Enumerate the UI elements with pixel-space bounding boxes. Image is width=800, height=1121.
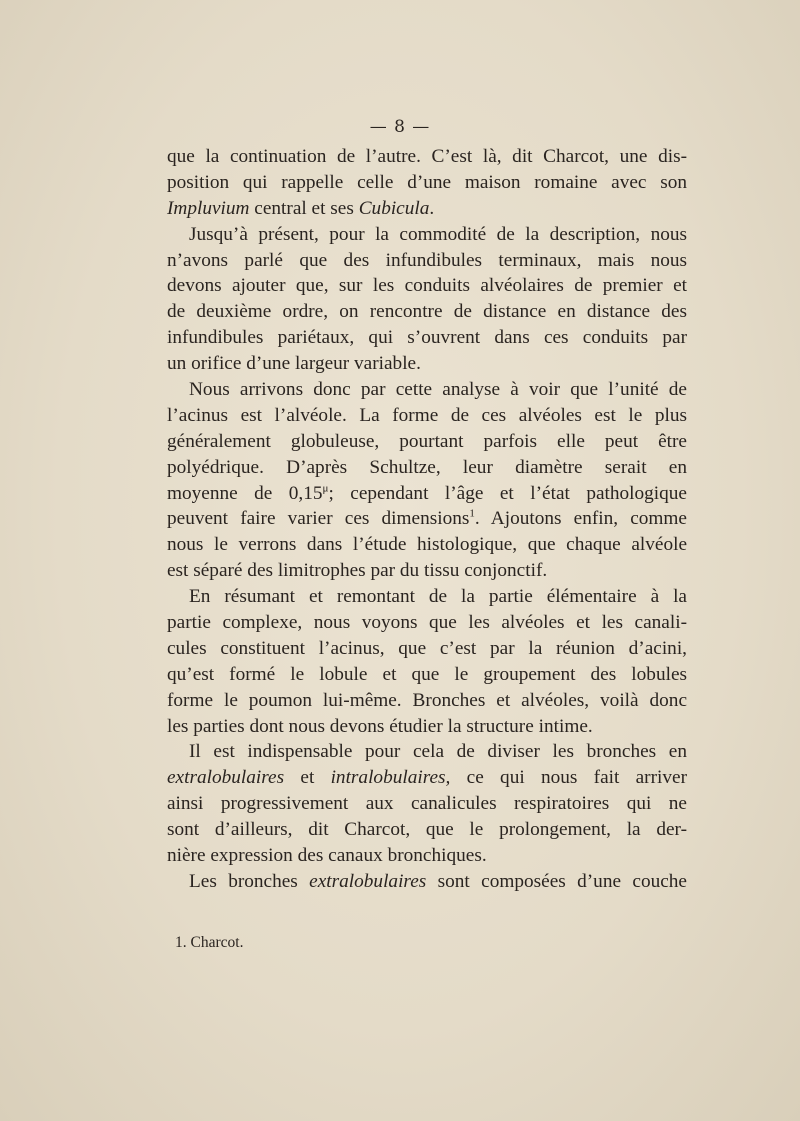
italic-term: extralobulaires (167, 767, 285, 789)
text-segment: ce qui nous fait arriver (450, 767, 687, 789)
text-line: les parties dont nous devons étudier la structure intime. (167, 715, 593, 737)
text-segment: moyenne de 0,15 (167, 482, 323, 504)
footnote: 1. Charcot. (175, 934, 244, 951)
text-line: n’avons parlé que des infundibules terminaux, mais nous (167, 249, 687, 271)
text-segment: central et ses (249, 197, 359, 219)
text-line: sont d’ailleurs, dit Charcot, que le prolongement, la der- (167, 819, 687, 841)
paragraph-start: Il est indispensable pour cela de diviser les bronches en (189, 741, 687, 763)
text-line: que la continuation de l’autre. C’est là, dit Charcot, une dis- (167, 146, 687, 167)
italic-term: intralobulaires, (330, 767, 451, 789)
text-line (167, 196, 687, 222)
text-line: partie complexe, nous voyons que les alvéoles et les canali- (167, 612, 687, 634)
text-line: un orifice d’une largeur variable. (167, 353, 421, 375)
italic-term: Cubicula (358, 197, 430, 219)
text-line: ainsi progressivement aux canalicules respiratoires qui ne (167, 793, 687, 815)
text-line: polyédrique. D’après Schultze, leur diamètre serait en (167, 456, 687, 478)
text-line: cules constituent l’acinus, que c’est par la réunion d’acini, (167, 637, 687, 659)
footnote-marker: 1 (469, 508, 475, 521)
text-line: position qui rappelle celle d’une maison romaine avec son (167, 171, 687, 193)
page-number: — 8 — (369, 117, 431, 137)
text-line (167, 506, 687, 532)
text-segment: sont composées d’une couche (426, 870, 687, 892)
text-line: généralement globuleuse, pourtant parfois elle peut être (167, 430, 687, 452)
text-segment: et (284, 767, 331, 789)
text-line: nous le verrons dans l’étude histologique, que chaque alvéole (167, 534, 687, 556)
text-segment: ; cependant l’âge et l’état pathologique (328, 482, 687, 504)
paragraph-start: Nous arrivons donc par cette analyse à voir que l’unité de (189, 379, 687, 401)
text-line (167, 765, 687, 791)
text-segment: . Ajoutons enfin, comme (474, 508, 687, 530)
text-line: infundibules pariétaux, qui s’ouvrent dans ces conduits par (167, 327, 687, 349)
text-line: devons ajouter que, sur les conduits alvéolaires de premier et (167, 275, 687, 297)
text-segment: peuvent faire varier ces dimensions (167, 508, 470, 530)
italic-term: Impluvium (167, 197, 250, 219)
text-line: forme le poumon lui-même. Bronches et alvéoles, voilà donc (167, 689, 687, 711)
text-segment: Les bronches (189, 870, 310, 892)
text-line: est séparé des limitrophes par du tissu conjonctif. (167, 560, 548, 582)
text-segment: . (429, 197, 435, 219)
text-line: de deuxième ordre, on rencontre de distance en distance des (167, 301, 687, 323)
unit-superscript: μ (322, 482, 329, 495)
paragraph-start: En résumant et remontant de la partie élémentaire à la (189, 586, 687, 608)
text-line (167, 481, 687, 507)
text-line: l’acinus est l’alvéole. La forme de ces alvéoles est le plus (167, 404, 687, 426)
paragraph-start: Jusqu’à présent, pour la commodité de la description, nous (189, 223, 687, 245)
italic-term: extralobulaires (309, 870, 427, 892)
paragraph-start (167, 869, 687, 895)
text-line: qu’est formé le lobule et que le groupement des lobules (167, 663, 687, 685)
text-line: nière expression des canaux bronchiques. (167, 845, 487, 867)
body-text (167, 144, 687, 895)
